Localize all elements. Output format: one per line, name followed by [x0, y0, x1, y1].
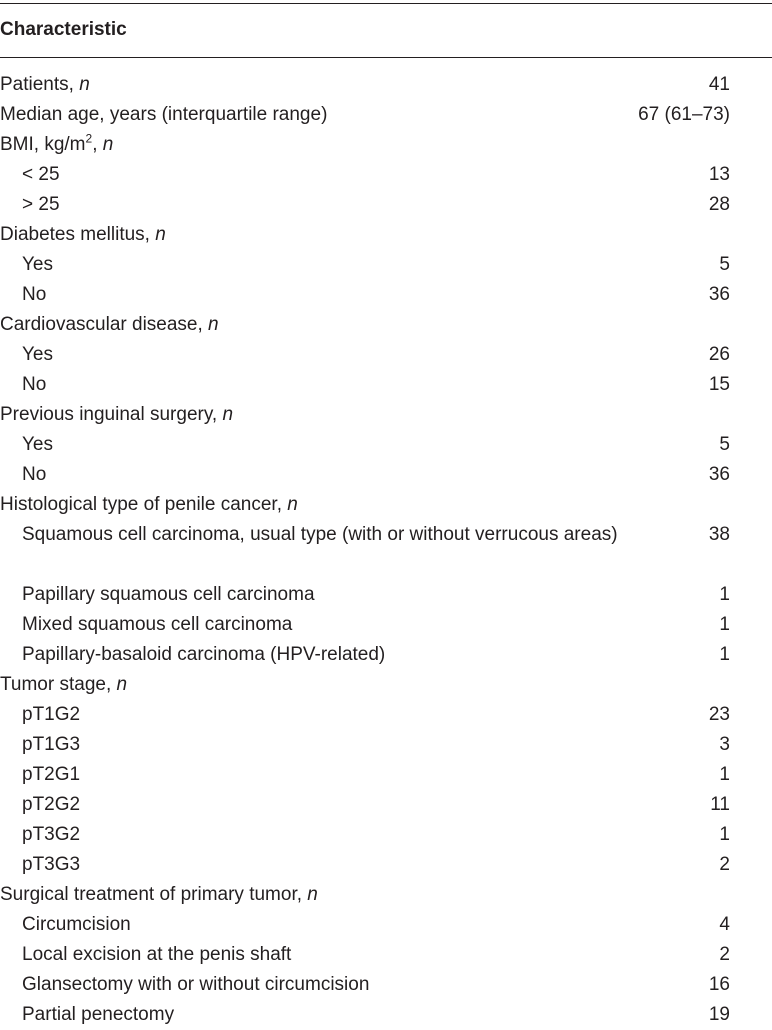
table-row: [0, 400, 772, 430]
row-label: [0, 730, 640, 760]
row-label-text: Histological type of penile cancer,: [0, 494, 288, 515]
row-label: [0, 220, 640, 250]
row-label: [0, 160, 640, 190]
table-row: [0, 340, 772, 370]
table-row: [0, 520, 772, 580]
table-row: [0, 1000, 772, 1030]
row-value: 26: [708, 344, 730, 365]
row-label: [0, 280, 640, 310]
row-label-text: pT3G3: [22, 854, 81, 875]
row-value: 3: [719, 734, 730, 755]
row-label: [0, 520, 640, 550]
table-row: [0, 730, 772, 760]
row-label: [0, 850, 640, 880]
row-label: [0, 610, 640, 640]
table-row: [0, 460, 772, 490]
table-row: [0, 850, 772, 880]
row-label: [0, 370, 640, 400]
row-label-text: Papillary squamous cell carcinoma: [22, 584, 315, 605]
table-row: [0, 130, 772, 160]
row-label: [0, 340, 640, 370]
row-label-text: Yes: [22, 434, 53, 455]
row-label-text: Yes: [22, 344, 53, 365]
row-value: 1: [719, 644, 730, 665]
row-label-suffix: ,: [92, 134, 103, 155]
table-row: [0, 700, 772, 730]
row-value: 41: [708, 74, 730, 95]
row-label-text: BMI, kg/m: [0, 134, 86, 155]
row-label-text: Circumcision: [22, 914, 131, 935]
table-row: [0, 370, 772, 400]
row-label: [0, 970, 640, 1000]
row-value: 1: [719, 584, 730, 605]
row-label: [0, 1000, 640, 1030]
row-label-unit: n: [287, 494, 298, 515]
row-label-text: pT1G3: [22, 734, 81, 755]
table-row: [0, 760, 772, 790]
row-label: [0, 250, 640, 280]
row-value: 2: [719, 854, 730, 875]
row-label-text: No: [22, 284, 47, 305]
row-label-text: Partial penectomy: [22, 1004, 175, 1025]
row-value: 36: [708, 464, 730, 485]
row-label: [0, 790, 640, 820]
row-label-text: Papillary-basaloid carcinoma (HPV-related): [22, 644, 386, 665]
row-value: 5: [719, 254, 730, 275]
row-label-text: No: [22, 374, 47, 395]
table-row: [0, 190, 772, 220]
row-value: 1: [719, 614, 730, 635]
row-label-text: Yes: [22, 254, 53, 275]
row-label-unit: n: [222, 404, 234, 425]
column-header-characteristic: Characteristic: [0, 19, 127, 40]
row-value: 19: [708, 1004, 730, 1025]
row-label-text: Tumor stage,: [0, 674, 117, 695]
row-label: [0, 190, 640, 220]
row-label: [0, 490, 640, 520]
row-value: 38: [708, 524, 730, 545]
row-label-unit: n: [208, 314, 219, 335]
row-value: 4: [719, 914, 730, 935]
row-label: [0, 460, 640, 490]
row-value: 67 (61–73): [638, 104, 730, 125]
row-label-text: No: [22, 464, 47, 485]
table-row: [0, 160, 772, 190]
row-label-text: Diabetes mellitus,: [0, 224, 156, 245]
row-label-text: Surgical treatment of primary tumor,: [0, 884, 308, 905]
row-label: [0, 310, 640, 340]
row-label-text: pT2G1: [22, 764, 81, 785]
table-row: [0, 640, 772, 670]
top-rule: [0, 3, 772, 4]
row-label: [0, 70, 640, 100]
row-value: 15: [708, 374, 730, 395]
row-label-text: < 25: [22, 164, 60, 185]
row-label-unit: n: [116, 674, 128, 695]
table-row: [0, 790, 772, 820]
table-row: [0, 970, 772, 1000]
row-label: [0, 100, 640, 130]
row-label-unit: n: [102, 134, 114, 155]
table-row: [0, 610, 772, 640]
row-label-text: Squamous cell carcinoma, usual type (with or without verrucous areas): [22, 524, 618, 545]
row-label-text: Local excision at the penis shaft: [22, 944, 292, 965]
row-label: [0, 940, 640, 970]
table-row: [0, 820, 772, 850]
row-label: [0, 670, 640, 700]
table-row: [0, 670, 772, 700]
table-row: [0, 280, 772, 310]
row-value: 36: [708, 284, 730, 305]
row-label-unit: n: [79, 74, 90, 95]
table-row: [0, 310, 772, 340]
row-label-unit: n: [155, 224, 166, 245]
row-label: [0, 430, 640, 460]
table-row: [0, 880, 772, 910]
table-row: [0, 250, 772, 280]
row-label-text: pT1G2: [22, 704, 81, 725]
table-row: [0, 580, 772, 610]
table-row: [0, 70, 772, 100]
table-row: [0, 940, 772, 970]
table-body: [0, 70, 772, 1030]
row-value: 1: [719, 824, 730, 845]
row-label-text: Glansectomy with or without circumcision: [22, 974, 370, 995]
row-label-text: > 25: [22, 194, 60, 215]
table-row: [0, 910, 772, 940]
row-label-text: Patients,: [0, 74, 80, 95]
row-value: 2: [719, 944, 730, 965]
row-label: [0, 700, 640, 730]
row-label-text: Cardiovascular disease,: [0, 314, 209, 335]
row-label: [0, 640, 640, 670]
table-row: [0, 220, 772, 250]
row-label: [0, 400, 640, 430]
row-value: 5: [719, 434, 730, 455]
row-value: 11: [710, 794, 730, 815]
row-value: 13: [708, 164, 730, 185]
row-value: 23: [708, 704, 730, 725]
row-label-superscript: 2: [85, 131, 93, 146]
table-row: [0, 490, 772, 520]
row-label: [0, 130, 640, 160]
row-label: [0, 820, 640, 850]
row-label: [0, 760, 640, 790]
header-rule: [0, 57, 772, 58]
row-value: 16: [708, 974, 730, 995]
table-row: [0, 100, 772, 130]
row-value: 1: [719, 764, 730, 785]
row-label: [0, 910, 640, 940]
row-label-text: pT3G2: [22, 824, 81, 845]
row-label: [0, 580, 640, 610]
row-label-text: pT2G2: [22, 794, 81, 815]
row-label-text: Previous inguinal surgery,: [0, 404, 223, 425]
row-label-unit: n: [307, 884, 318, 905]
row-label-text: Mixed squamous cell carcinoma: [22, 614, 293, 635]
table-row: [0, 430, 772, 460]
row-value: 28: [708, 194, 730, 215]
row-label-text: Median age, years (interquartile range): [0, 104, 328, 125]
row-label: [0, 880, 640, 910]
